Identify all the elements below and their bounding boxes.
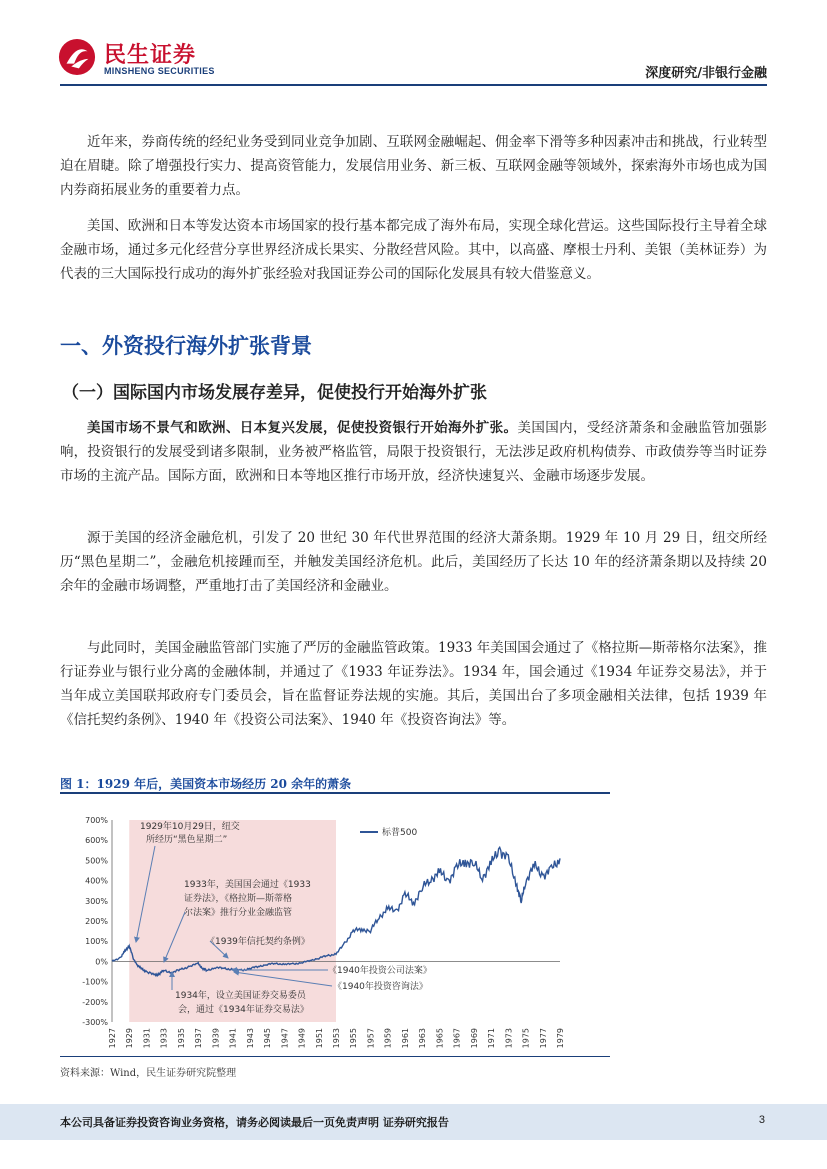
annotation-1939: 《1939年信托契约条例》 (206, 937, 310, 947)
x-tick-label: 1927 (108, 1028, 117, 1049)
x-tick-label: 1947 (280, 1028, 290, 1049)
annotation-black-tuesday-line2: 所经历“黑色星期二” (146, 835, 228, 845)
x-tick-label: 1967 (452, 1028, 462, 1049)
paragraph-4: 源于美国的经济金融危机，引发了 20 世纪 30 年代世界范围的经济大萧条期。1929 年 10 月 29 日，纽交所经历“黑色星期二”，金融危机接踵而至，并触发美国经济危机。此后，美国经历了长达 10 年的经济萧条期以及持续 20 余年的金融市场调整，严重地打击了美国经济和金融业。 (60, 530, 767, 594)
x-tick-label: 1943 (245, 1028, 255, 1049)
x-tick-label: 1957 (366, 1028, 376, 1049)
x-tick-label: 1935 (176, 1028, 186, 1049)
paragraph-5: 与此同时，美国金融监管部门实施了严厉的金融监管政策。1933 年美国国会通过了《格拉斯—斯蒂格尔法案》，推行证券业与银行业分离的金融体制，并通过了《1933 年证券法》。1934 年，国会通过《1934 年证券交易法》，并于当年成立美国联邦政府专门委员会，旨在监督证券法规的实施。其后，美国出台了多项金融相关法律，包括 1939 年《信托契约条例》、1940 年《投资公司法案》、1940 年《投资咨询法》等。 (60, 640, 767, 728)
y-tick-label: 200% (85, 917, 108, 926)
annotation-1933-line3: 尔法案》推行分业金融监管 (184, 908, 293, 918)
x-tick-label: 1973 (504, 1028, 514, 1049)
legend (360, 826, 417, 838)
y-tick-label: 500% (85, 856, 108, 866)
paragraph-3-bold: 美国市场不景气和欧洲、日本复兴发展，促使投资银行开始海外扩张。 (87, 420, 518, 436)
annotation-1940-advisers: 《1940年投资咨询法》 (333, 982, 428, 992)
annotation-1940-company: 《1940年投资公司法案》 (328, 966, 432, 976)
footer-disclaimer: 本公司具备证券投资咨询业务资格，请务必阅读最后一页免责声明 证券研究报告 (60, 1116, 449, 1129)
x-tick-label: 1959 (383, 1028, 393, 1049)
y-axis-ticks (82, 816, 108, 1027)
figure-top-rule (60, 792, 610, 794)
page-number: 3 (758, 1114, 765, 1126)
page-header (0, 0, 827, 90)
sp500-chart (60, 800, 620, 1050)
paragraph-intro-1: 近年来，券商传统的经纪业务受到同业竞争加剧、互联网金融崛起、佣金率下滑等多种因素冲击和挑战，行业转型迫在眉睫。除了增强投行实力、提高资管能力，发展信用业务、新三板、互联网金融等领域外，探索海外市场也成为国内券商拓展业务的重要着力点。 (60, 134, 767, 198)
figure-title: 图 1：1929 年后，美国资本市场经历 20 余年的萧条 (60, 777, 352, 791)
x-tick-label: 1953 (332, 1028, 341, 1049)
annotation-1933-line1: 1933年，美国国会通过《1933 (184, 880, 311, 890)
y-tick-label: 300% (85, 896, 108, 906)
paragraph-intro-2: 美国、欧洲和日本等发达资本市场国家的投行基本都完成了海外布局，实现全球化营运。这些国际投行主导着全球金融市场，通过多元化经营分享世界经济成长果实、分散经营风险。其中，以高盛、摩根士丹利、美银（美林证券）为代表的三大国际投行成功的海外扩张经验对我国证券公司的国际化发展具有较大借鉴意义。 (60, 218, 767, 282)
x-axis-ticks (108, 1028, 565, 1048)
x-tick-label: 1929 (125, 1028, 135, 1049)
x-tick-label: 1945 (263, 1028, 273, 1049)
x-tick-label: 1949 (297, 1028, 307, 1049)
paragraph-3-rest: 美国国内，受经济萧条和金融监管加强影响，投资银行的发展受到诸多限制，业务被严格监管，局限于投资银行，无法涉足政府机构债券、市政债券等当时证券市场的主流产品。国际方面，欧洲和日本等地区推行市场开放，经济快速复兴、金融市场逐步发展。 (60, 420, 768, 484)
annotation-1933-line2: 证券法》，《格拉斯—斯蒂格 (184, 894, 293, 904)
x-tick-label: 1975 (521, 1028, 531, 1049)
x-tick-label: 1933 (159, 1028, 169, 1049)
x-tick-label: 1971 (487, 1028, 497, 1049)
x-tick-label: 1963 (418, 1028, 428, 1049)
x-tick-label: 1955 (349, 1028, 359, 1049)
section-heading-1: 一、外资投行海外扩张背景 (60, 334, 312, 358)
x-tick-label: 1979 (556, 1028, 565, 1049)
logo-en-text: MINSHENG SECURITIES (104, 66, 215, 76)
logo-cn-text: 民生证券 (104, 43, 197, 68)
header-divider (60, 84, 767, 86)
y-tick-label: 600% (85, 836, 108, 846)
x-tick-label: 1977 (538, 1028, 548, 1049)
annotation-black-tuesday-line1: 1929年10月29日，纽交 (140, 822, 240, 832)
x-tick-label: 1951 (314, 1028, 324, 1049)
y-tick-label: 100% (85, 937, 108, 947)
subsection-heading-1: （一）国际国内市场发展存差异，促使投行开始海外扩张 (62, 383, 487, 403)
y-tick-label: 400% (85, 876, 108, 886)
x-tick-label: 1969 (469, 1028, 479, 1049)
annotation-1934-line1: 1934年，设立美国证券交易委员 (175, 991, 306, 1001)
x-tick-label: 1961 (400, 1028, 410, 1049)
x-tick-label: 1937 (194, 1028, 204, 1049)
y-tick-label: 700% (85, 816, 108, 825)
x-tick-label: 1965 (435, 1028, 445, 1049)
figure-bottom-rule (60, 1056, 610, 1057)
y-tick-label: 0% (95, 957, 108, 967)
y-tick-label: -200% (82, 997, 108, 1007)
legend-label: 标普500 (382, 828, 418, 838)
report-category: 深度研究/非银行金融 (645, 66, 767, 81)
x-tick-label: 1931 (142, 1028, 152, 1049)
paragraph-3 (60, 416, 767, 488)
x-tick-label: 1941 (228, 1028, 238, 1049)
y-tick-label: -100% (82, 977, 108, 987)
annotation-1934-line2: 会，通过《1934年证券交易法》 (178, 1005, 309, 1015)
figure-source: 资料来源：Wind，民生证券研究院整理 (60, 1068, 237, 1079)
minsheng-logo-icon (58, 38, 96, 76)
x-tick-label: 1939 (211, 1028, 221, 1049)
y-tick-label: -300% (82, 1018, 108, 1027)
